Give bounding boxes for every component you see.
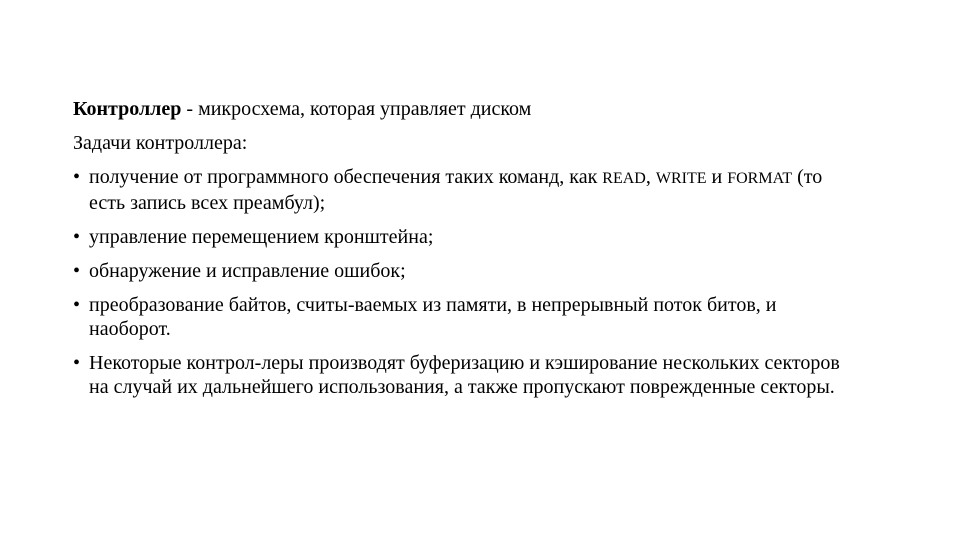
definition-text: - микросхема, которая управляет диском (181, 98, 532, 120)
bullet-icon: • (73, 294, 81, 316)
tasks-list (73, 165, 853, 399)
command-write: WRITE (655, 170, 707, 187)
list-item (73, 351, 853, 399)
list-item-text-part: и (706, 166, 728, 188)
list-item-text-part: , (645, 166, 656, 188)
list-item-text-part: (то есть запись всех преамбул); (89, 166, 823, 214)
bullet-icon: • (73, 226, 81, 248)
definition-line (73, 97, 853, 121)
list-item (73, 293, 853, 341)
list-item-text-part: получение от программного обеспечения таких команд, как (89, 166, 603, 188)
list-item (73, 165, 853, 215)
list-item-text: обнаружение и исправление ошибок; (89, 260, 406, 282)
list-item-text: управление перемещением кронштейна; (89, 226, 434, 248)
tasks-heading: Задачи контроллера: (73, 132, 248, 154)
list-item (73, 259, 853, 283)
command-read: READ (602, 170, 646, 187)
bullet-icon: • (73, 260, 81, 282)
list-item-text: Некоторые контрол-леры производят буферизацию и кэширование нескольких секторов на случай их дальнейшего использования, а также пропускают поврежденные секторы. (89, 352, 840, 398)
bullet-icon: • (73, 352, 81, 374)
list-item (73, 225, 853, 249)
list-item-text: преобразование байтов, считы-ваемых из памяти, в непрерывный поток битов, и наоборот. (89, 294, 777, 340)
bullet-icon: • (73, 166, 81, 188)
command-format: FORMAT (727, 170, 793, 187)
list-item-text (89, 166, 822, 214)
slide-content (73, 97, 853, 409)
definition-term: Контроллер (73, 98, 182, 120)
